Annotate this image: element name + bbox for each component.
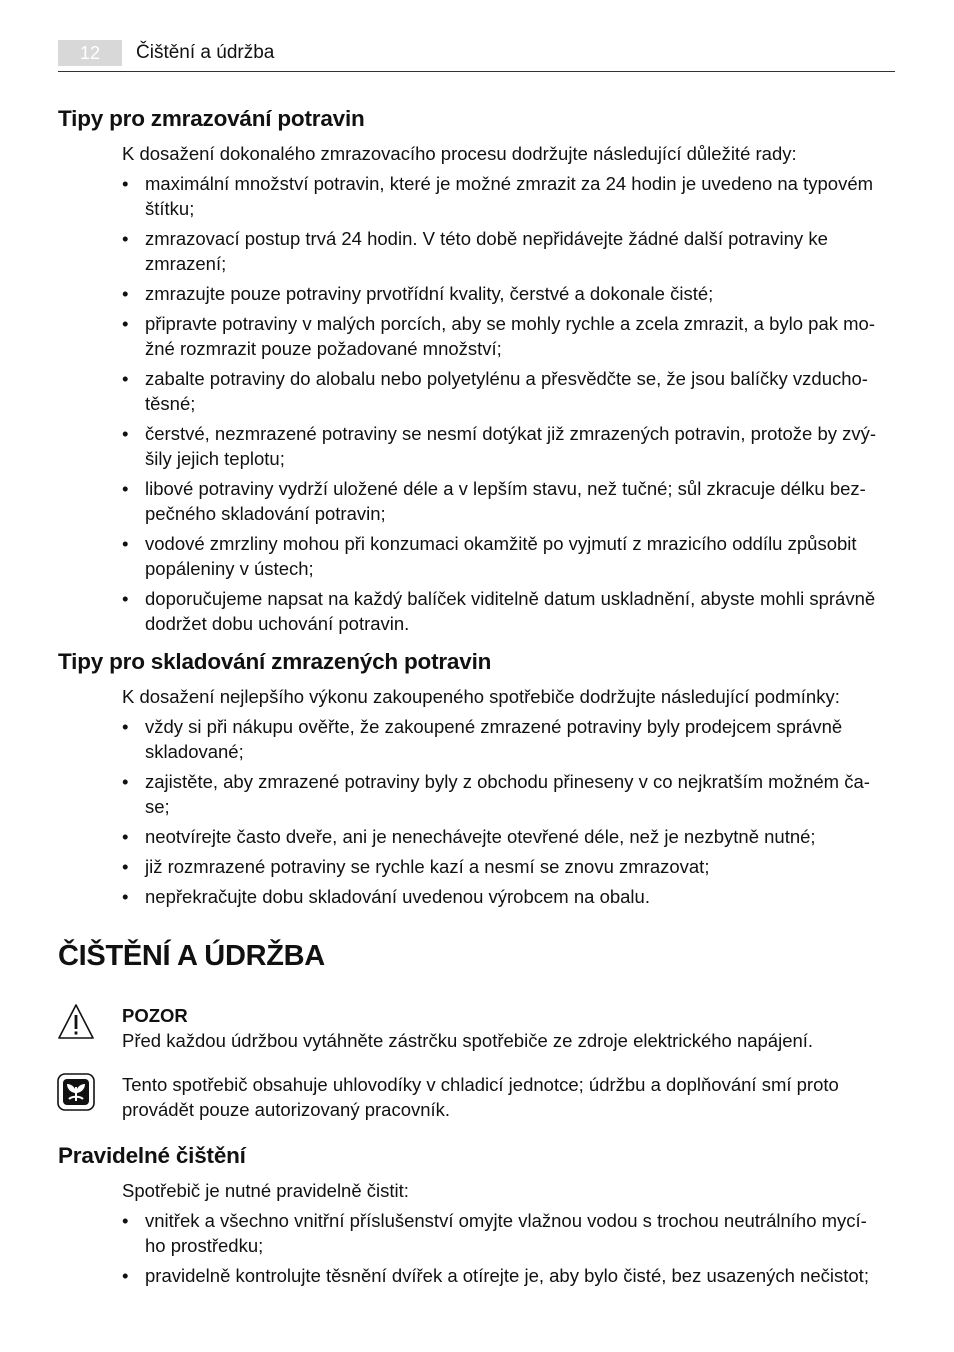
list-item: [122, 854, 902, 879]
list-item-text: zmrazujte pouze potraviny prvotřídní kvality, čerstvé a dokonale čisté;: [145, 283, 714, 304]
list-item: [122, 714, 902, 764]
bullet: •: [122, 173, 129, 194]
list-item: [122, 311, 902, 361]
freezing-tips-list: [122, 171, 902, 641]
running-title: Čištění a údržba: [136, 42, 275, 63]
list-item-text: zabalte potraviny do alobalu nebo polyetylénu a přesvědčte se, že jsou balíčky vzducho- těsné;: [145, 368, 868, 414]
list-item-text: již rozmrazené potraviny se rychle kazí a nesmí se znovu zmrazovat;: [145, 856, 710, 877]
list-item-text: vodové zmrzliny mohou při konzumaci okamžitě po vyjmutí z mrazicího oddílu způsobit popáleniny v ústech;: [145, 533, 857, 579]
section-intro-regular-cleaning: Spotřebič je nutné pravidelně čistit:: [122, 1180, 409, 1201]
bullet: •: [122, 588, 129, 609]
warning-text: Před každou údržbou vytáhněte zástrčku spotřebiče ze zdroje elektrického napájení.: [122, 1030, 814, 1051]
list-item: [122, 586, 902, 636]
list-item-text: nepřekračujte dobu skladování uvedenou výrobcem na obalu.: [145, 886, 650, 907]
list-item-text: neotvírejte často dveře, ani je nenechávejte otevřené déle, než je nezbytně nutné;: [145, 826, 816, 847]
section-heading-regular-cleaning: Pravidelné čištění: [58, 1143, 246, 1168]
bullet: •: [122, 228, 129, 249]
list-item: [122, 476, 902, 526]
bullet: •: [122, 1265, 129, 1286]
bullet: •: [122, 886, 129, 907]
warning-label: POZOR: [122, 1005, 188, 1026]
page-header: [58, 40, 895, 72]
bullet: •: [122, 478, 129, 499]
list-item: [122, 884, 902, 909]
warning-triangle-icon: [57, 1003, 95, 1041]
list-item-text: připravte potraviny v malých porcích, aby se mohly rychle a zcela zmrazit, a bylo pak mo- žné rozmrazit pouze požadované množství;: [145, 313, 876, 359]
list-item: [122, 1263, 902, 1288]
page-number: 12: [58, 40, 122, 66]
section-intro-storage-tips: K dosažení nejlepšího výkonu zakoupeného spotřebiče dodržujte následující podmínky:: [122, 686, 840, 707]
bullet: •: [122, 856, 129, 877]
bullet: •: [122, 771, 129, 792]
storage-tips-list: [122, 714, 902, 914]
list-item-text: pravidelně kontrolujte těsnění dvířek a otírejte je, aby bylo čisté, bez usazených nečistot;: [145, 1265, 869, 1286]
list-item: [122, 769, 902, 819]
list-item: [122, 281, 902, 306]
bullet: •: [122, 1210, 129, 1231]
bullet: •: [122, 533, 129, 554]
bullet: •: [122, 283, 129, 304]
list-item: [122, 421, 902, 471]
list-item-text: vnitřek a všechno vnitřní příslušenství omyjte vlažnou vodou s trochou neutrálního mycí- ho prostředku;: [145, 1210, 867, 1256]
environment-icon: [57, 1073, 95, 1111]
list-item-text: čerstvé, nezmrazené potraviny se nesmí dotýkat již zmrazených potravin, protože by zvý- šily jejich teplotu;: [145, 423, 877, 469]
list-item: [122, 171, 902, 221]
section-heading-storage-tips: Tipy pro skladování zmrazených potravin: [58, 649, 492, 674]
list-item: [122, 226, 902, 276]
list-item: [122, 366, 902, 416]
bullet: •: [122, 716, 129, 737]
regular-cleaning-list: [122, 1208, 902, 1293]
list-item-text: doporučujeme napsat na každý balíček viditelně datum uskladnění, abyste mohli správně dodržet dobu uchování potravin.: [145, 588, 876, 634]
bullet: •: [122, 313, 129, 334]
section-intro-freezing-tips: K dosažení dokonalého zmrazovacího procesu dodržujte následující důležité rady:: [122, 143, 797, 164]
chapter-heading-cleaning: ČIŠTĚNÍ A ÚDRŽBA: [58, 940, 325, 972]
list-item-text: zmrazovací postup trvá 24 hodin. V této době nepřidávejte žádné další potraviny ke zmrazení;: [145, 228, 828, 274]
bullet: •: [122, 423, 129, 444]
bullet: •: [122, 826, 129, 847]
section-heading-freezing-tips: Tipy pro zmrazování potravin: [58, 106, 365, 131]
list-item-text: maximální množství potravin, které je možné zmrazit za 24 hodin je uvedeno na typovém štítku;: [145, 173, 874, 219]
bullet: •: [122, 368, 129, 389]
list-item: [122, 1208, 902, 1258]
list-item: [122, 824, 902, 849]
list-item-text: libové potraviny vydrží uložené déle a v lepším stavu, než tučné; sůl zkracuje délku bez- pečného skladování potravin;: [145, 478, 866, 524]
environment-text: Tento spotřebič obsahuje uhlovodíky v chladicí jednotce; údržbu a doplňování smí proto provádět pouze autorizovaný pracovník.: [122, 1074, 839, 1120]
list-item: [122, 531, 902, 581]
environment-notice: [122, 1072, 902, 1122]
list-item-text: vždy si při nákupu ověřte, že zakoupené zmrazené potraviny byly prodejcem správně skladované;: [145, 716, 843, 762]
list-item-text: zajistěte, aby zmrazené potraviny byly z obchodu přineseny v co nejkratším možném ča- se;: [145, 771, 870, 817]
warning-notice: [122, 1003, 902, 1053]
